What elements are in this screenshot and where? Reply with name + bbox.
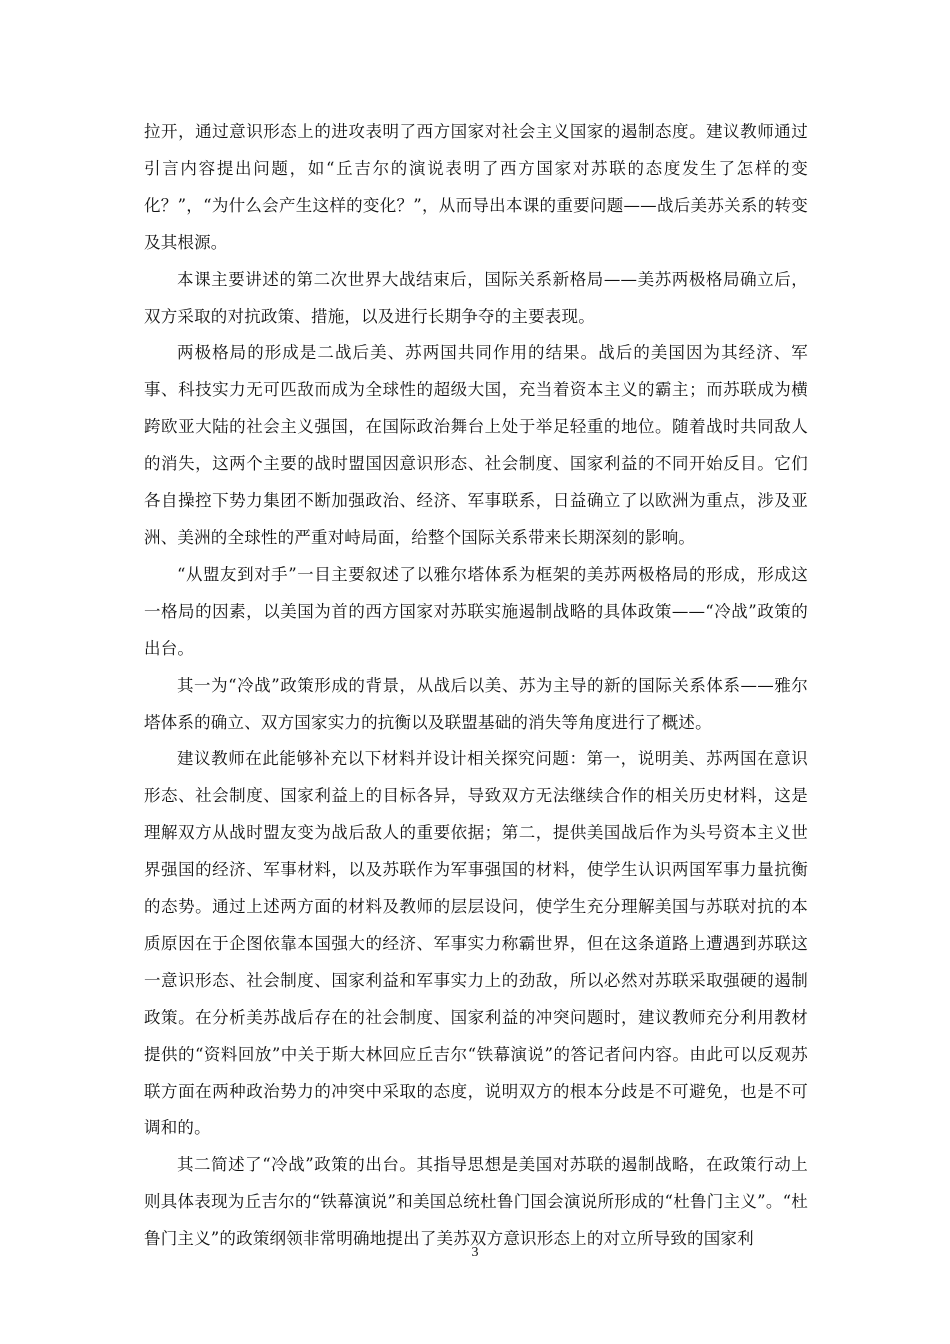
paragraph-cold-war-background: 其一为“冷战”政策形成的背景，从战后以美、苏为主导的新的国际关系体系——雅尔塔体系的确立、双方国家实力的抗衡以及联盟基础的消失等角度进行了概述。: [144, 675, 808, 732]
paragraph-cold-war-policy: 其二简述了“冷战”政策的出台。其指导思想是美国对苏联的遏制战略，在政策行动上则具体表现为丘吉尔的“铁幕演说”和美国总统杜鲁门国会演说所形成的“杜鲁门主义”。“杜鲁门主义”的政策纲领非常明确地提出了美苏双方意识形态上的对立所导致的国家利: [144, 1155, 808, 1249]
paragraph-lesson-overview: 本课主要讲述的第二次世界大战结束后，国际关系新格局——美苏两极格局确立后，双方采取的对抗政策、措施，以及进行长期争夺的主要表现。: [144, 269, 808, 326]
page-body: [144, 114, 808, 1258]
paragraph-teaching-suggestion: 建议教师在此能够补充以下材料并设计相关探究问题：第一，说明美、苏两国在意识形态、社会制度、国家利益上的目标各异，导致双方无法继续合作的相关历史材料，这是理解双方从战时盟友变为战后敌人的重要依据；第二，提供美国战后作为头号资本主义世界强国的经济、军事材料，以及苏联作为军事强国的材料，使学生认识两国军事力量抗衡的态势。通过上述两方面的材料及教师的层层设问，使学生充分理解美国与苏联对抗的本质原因在于企图依靠本国强大的经济、军事实力称霸世界，但在这条道路上遭遇到苏联这一意识形态、社会制度、国家利益和军事实力上的劲敌，所以必然对苏联采取强硬的遏制政策。在分析美苏战后存在的社会制度、国家利益的冲突问题时，建议教师充分利用教材提供的“资料回放”中关于斯大林回应丘吉尔“铁幕演说”的答记者问内容。由此可以反观苏联方面在两种政治势力的冲突中采取的态度，说明双方的根本分歧是不可避免，也是不可调和的。: [144, 749, 808, 1138]
paragraph-ally-to-rival: “从盟友到对手”一目主要叙述了以雅尔塔体系为框架的美苏两极格局的形成，形成这一格局的因素，以美国为首的西方国家对苏联实施遏制战略的具体政策——“冷战”政策的出台。: [144, 564, 808, 658]
page-number: 3: [471, 1245, 479, 1260]
paragraph-bipolar-formation: 两极格局的形成是二战后美、苏两国共同作用的结果。战后的美国因为其经济、军事、科技实力无可匹敌而成为全球性的超级大国，充当着资本主义的霸主；而苏联成为横跨欧亚大陆的社会主义强国，在国际政治舞台上处于举足轻重的地位。随着战时共同敌人的消失，这两个主要的战时盟国因意识形态、社会制度、国家利益的不同开始反目。它们各自操控下势力集团不断加强政治、经济、军事联系，日益确立了以欧洲为重点，涉及亚洲、美洲的全球性的严重对峙局面，给整个国际关系带来长期深刻的影响。: [144, 343, 808, 547]
paragraph-continued: 拉开，通过意识形态上的进攻表明了西方国家对社会主义国家的遏制态度。建议教师通过引言内容提出问题，如“丘吉尔的演说表明了西方国家对苏联的态度发生了怎样的变化？”，“为什么会产生这样的变化？”，从而导出本课的重要问题——战后美苏关系的转变及其根源。: [144, 122, 808, 252]
